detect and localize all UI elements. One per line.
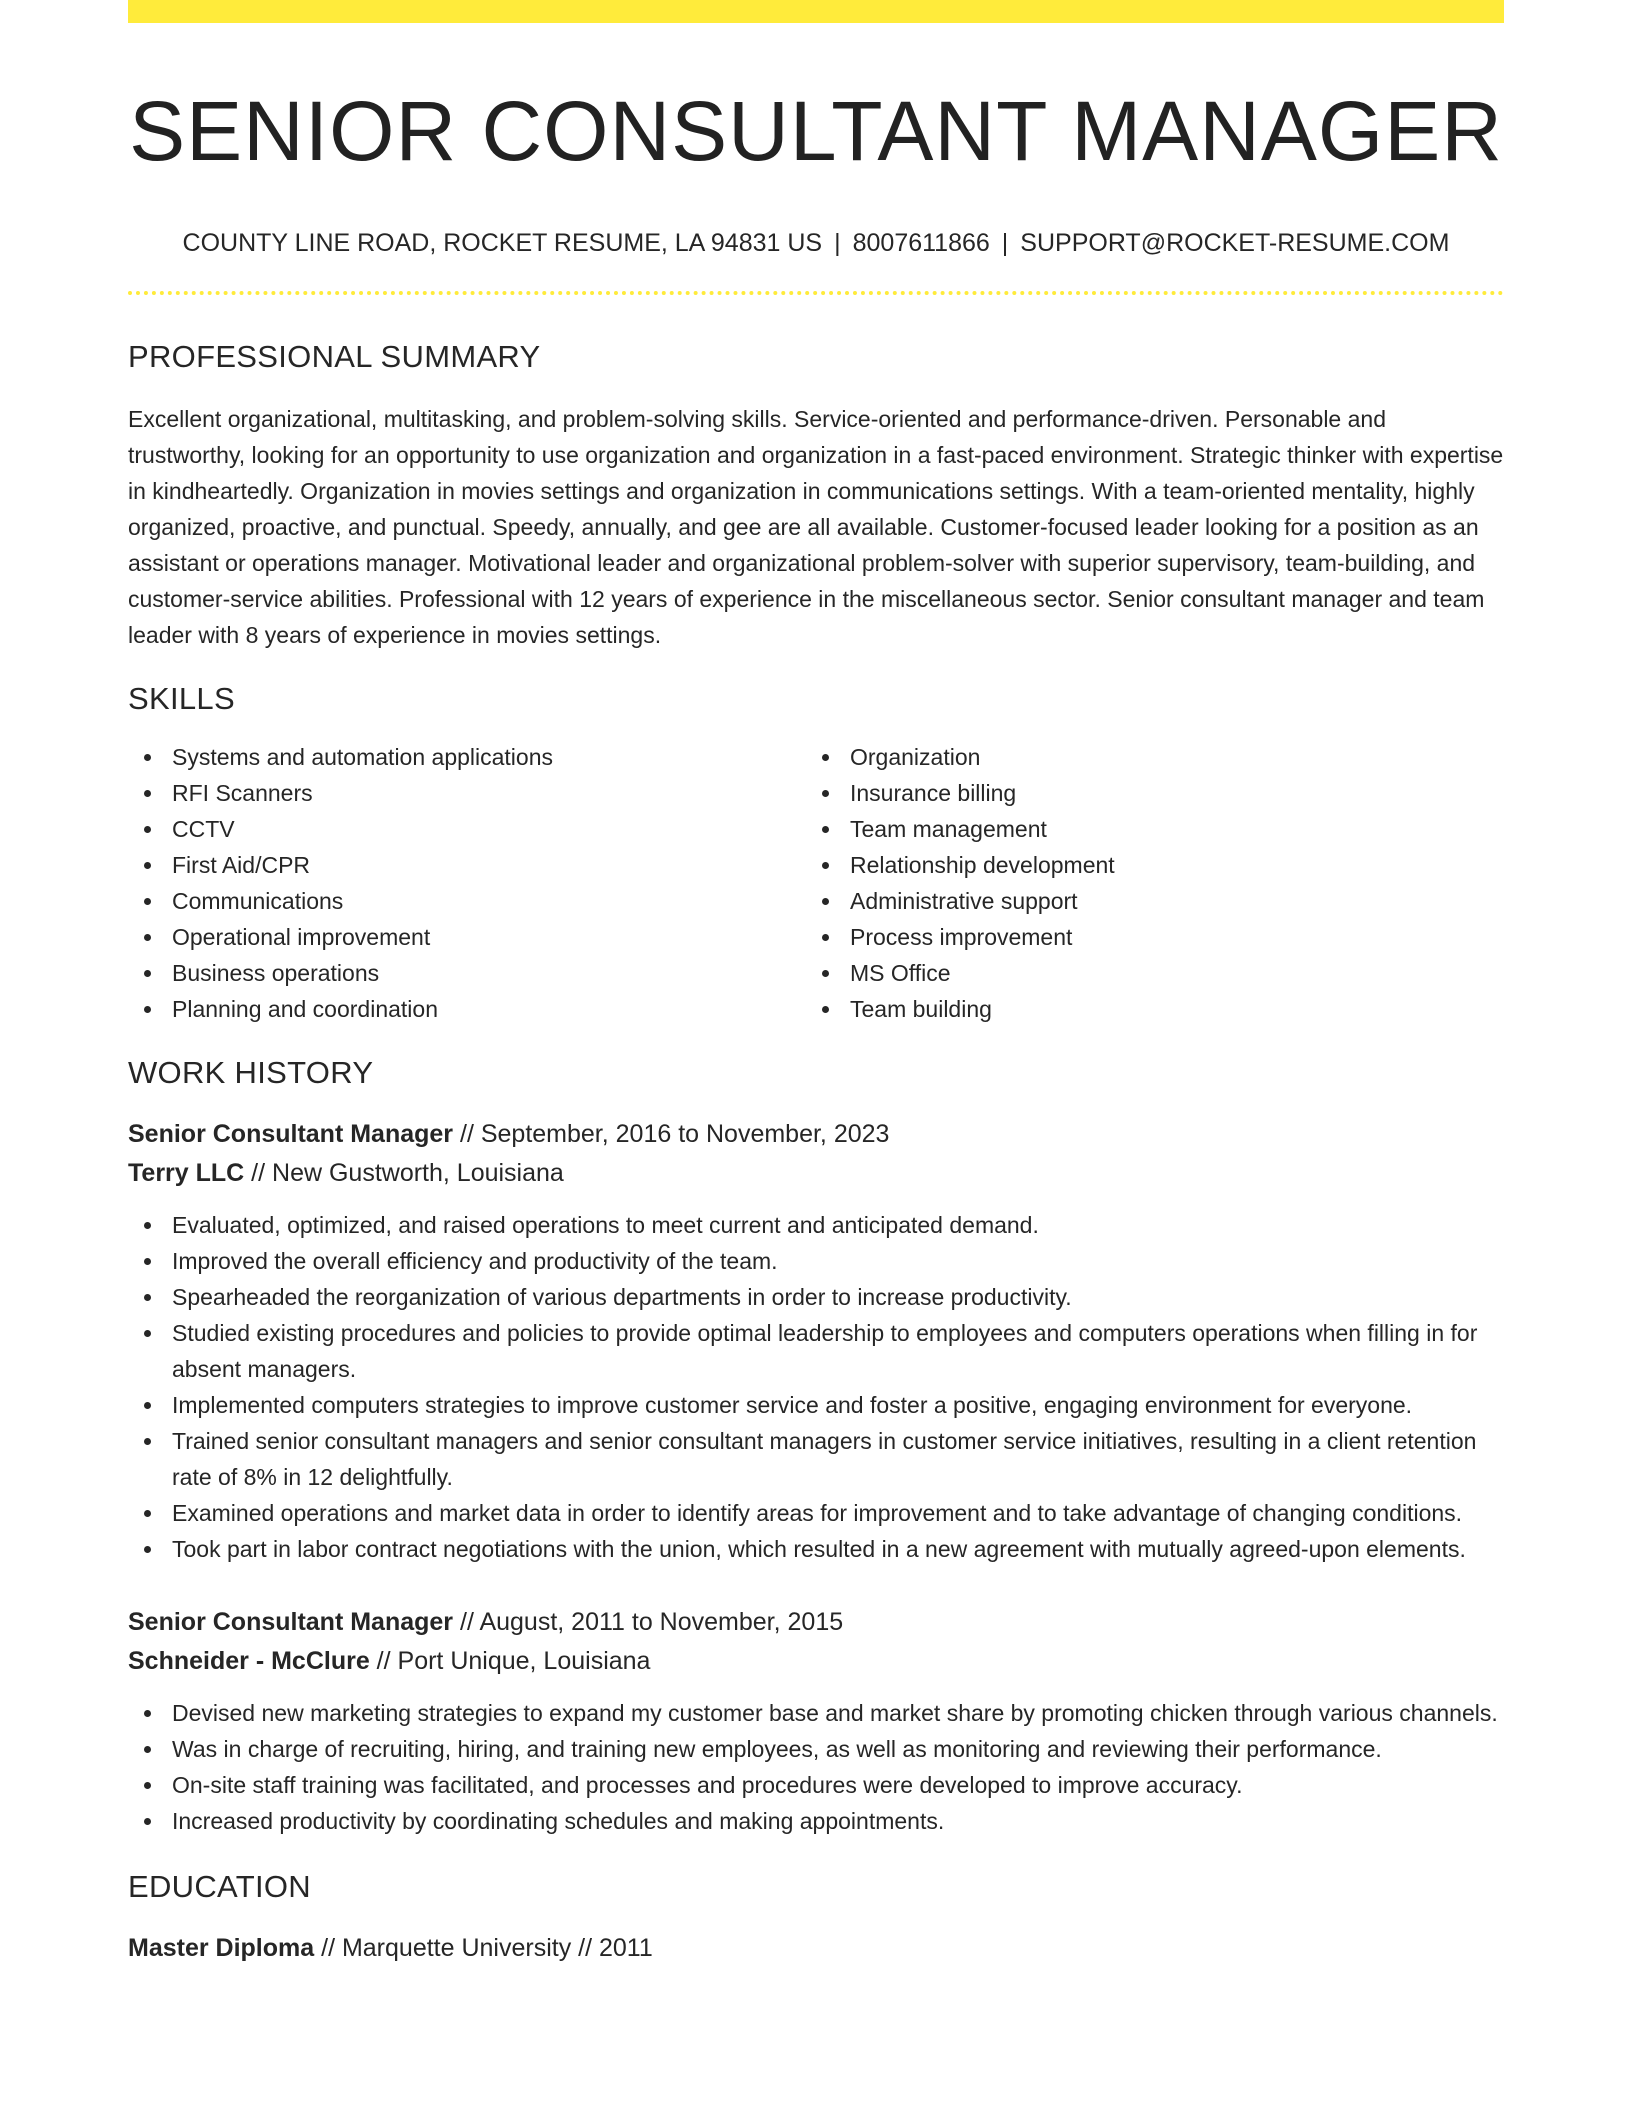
duty-item: On-site staff training was facilitated, and processes and procedures were developed to improve accuracy. (128, 1767, 1504, 1803)
skills-column-left (128, 739, 806, 1027)
skill-item: Process improvement (806, 919, 1484, 955)
job-location: // Port Unique, Louisiana (369, 1647, 651, 1676)
education-degree: Master Diploma (128, 1934, 315, 1963)
contact-address: COUNTY LINE ROAD, ROCKET RESUME, LA 94831 US (182, 229, 823, 258)
skill-item: Communications (128, 883, 806, 919)
job-entry (128, 1603, 1504, 1839)
skill-item: CCTV (128, 811, 806, 847)
resume-page (128, 0, 1504, 1968)
skill-item: Team management (806, 811, 1484, 847)
contact-line (128, 229, 1504, 258)
duty-item: Was in charge of recruiting, hiring, and training new employees, as well as monitoring and reviewing their performance. (128, 1731, 1504, 1767)
contact-phone[interactable]: 8007611866 (852, 229, 990, 258)
job-role-line (128, 1115, 1504, 1154)
job-role-line (128, 1603, 1504, 1642)
skill-item: MS Office (806, 955, 1484, 991)
duty-item: Increased productivity by coordinating schedules and making appointments. (128, 1803, 1504, 1839)
skills-list (128, 739, 1504, 1027)
skills-heading: SKILLS (128, 681, 235, 717)
work-history-heading: WORK HISTORY (128, 1055, 374, 1091)
accent-top-bar (128, 0, 1504, 23)
duty-item: Trained senior consultant managers and senior consultant managers in customer service initiatives, resulting in a client retention rate of 8% in 12 delightfully. (128, 1423, 1504, 1495)
job-duties (128, 1207, 1504, 1567)
job-entry (128, 1115, 1504, 1567)
skill-item: Team building (806, 991, 1484, 1027)
job-dates: // August, 2011 to November, 2015 (453, 1608, 844, 1637)
duty-item: Studied existing procedures and policies to provide optimal leadership to employees and computers operations when filling in for absent managers. (128, 1315, 1504, 1387)
skill-item: Planning and coordination (128, 991, 806, 1027)
job-location: // New Gustworth, Louisiana (244, 1159, 564, 1188)
duty-item: Evaluated, optimized, and raised operations to meet current and anticipated demand. (128, 1207, 1504, 1243)
skill-item: Insurance billing (806, 775, 1484, 811)
summary-text: Excellent organizational, multitasking, and problem-solving skills. Service-oriented and performance-driven. Personable and trustworthy, looking for an opportunity to use organization and organization in a fast-paced environment. Strategic thinker with expertise in kindheartedly. Organization in movies settings and organization in communications settings. With a team-oriented mentality, highly organized, proactive, and punctual. Speedy, annually, and gee are all available. Customer-focused leader looking for a position as an assistant or operations manager. Motivational leader and organizational problem-solver with superior supervisory, team-building, and customer-service abilities. Professional with 12 years of experience in the miscellaneous sector. Senior consultant manager and team leader with 8 years of experience in movies settings. (128, 406, 1504, 649)
skill-item: Business operations (128, 955, 806, 991)
job-company: Terry LLC (128, 1159, 245, 1188)
summary-heading: PROFESSIONAL SUMMARY (128, 339, 541, 375)
duty-item: Examined operations and market data in order to identify areas for improvement and to take advantage of changing conditions. (128, 1495, 1504, 1531)
candidate-title: SENIOR CONSULTANT MANAGER (129, 84, 1503, 178)
duty-item: Spearheaded the reorganization of various departments in order to increase productivity. (128, 1279, 1504, 1315)
skill-item: Organization (806, 739, 1484, 775)
duty-item: Implemented computers strategies to improve customer service and foster a positive, engaging environment for everyone. (128, 1387, 1504, 1423)
skill-item: First Aid/CPR (128, 847, 806, 883)
contact-separator: | (834, 229, 841, 258)
duty-item: Took part in labor contract negotiations with the union, which resulted in a new agreement with mutually agreed-upon elements. (128, 1531, 1504, 1567)
job-dates: // September, 2016 to November, 2023 (453, 1120, 890, 1149)
education-entry (128, 1929, 1504, 1968)
skill-item: Administrative support (806, 883, 1484, 919)
skill-item: Operational improvement (128, 919, 806, 955)
skill-item: Relationship development (806, 847, 1484, 883)
dotted-divider (128, 291, 1504, 295)
job-company: Schneider - McClure (128, 1647, 370, 1676)
skills-column-right (806, 739, 1484, 1027)
job-duties (128, 1695, 1504, 1839)
education-school: // Marquette University // 2011 (314, 1934, 653, 1963)
education-heading: EDUCATION (128, 1869, 311, 1905)
contact-separator: | (1001, 229, 1009, 258)
skill-item: Systems and automation applications (128, 739, 806, 775)
job-role: Senior Consultant Manager (128, 1120, 454, 1149)
job-company-line (128, 1642, 1504, 1681)
skill-item: RFI Scanners (128, 775, 806, 811)
duty-item: Improved the overall efficiency and productivity of the team. (128, 1243, 1504, 1279)
contact-email[interactable]: SUPPORT@ROCKET-RESUME.COM (1020, 229, 1450, 258)
job-role: Senior Consultant Manager (128, 1608, 454, 1637)
duty-item: Devised new marketing strategies to expand my customer base and market share by promoting chicken through various channels. (128, 1695, 1504, 1731)
job-company-line (128, 1154, 1504, 1193)
